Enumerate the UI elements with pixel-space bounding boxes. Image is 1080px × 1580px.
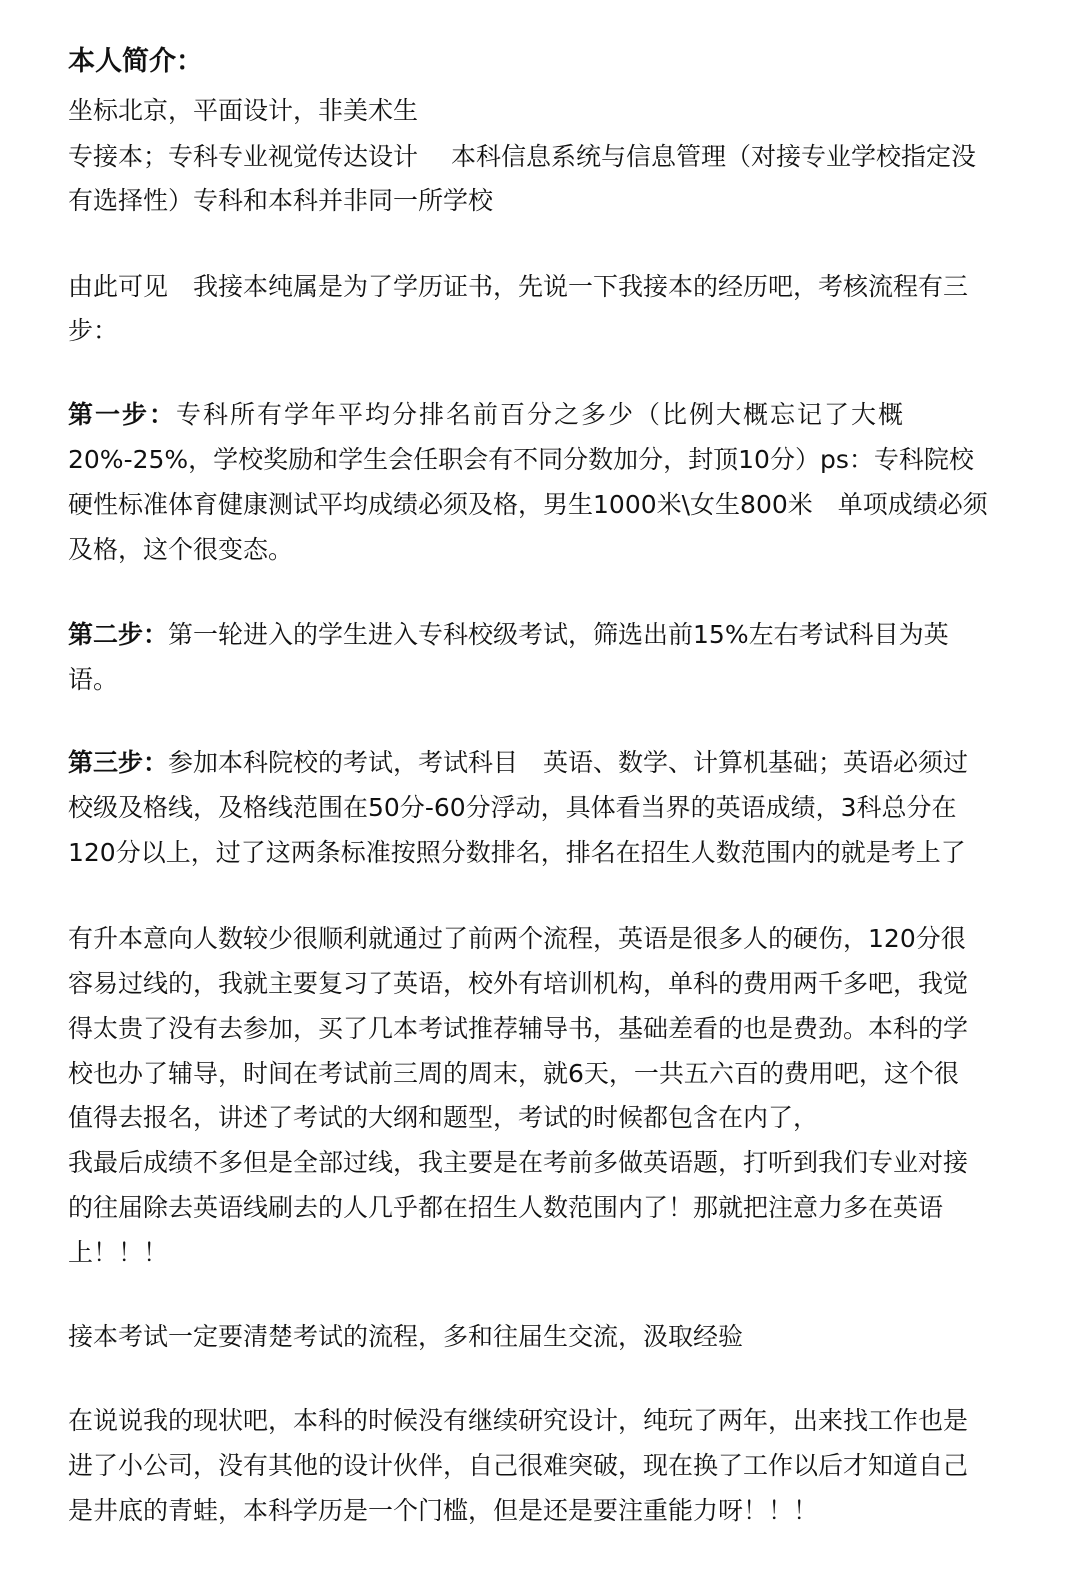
step1-line-3: 硬性标准体育健康测试平均成绩必须及格，男生1000米\女生800米 单项成绩必须 (68, 490, 988, 519)
step1-line-1 (68, 398, 905, 432)
current-line-3: 是井底的青蛙，本科学历是一个门槛，但是还是要注重能力呀！！！ (68, 1496, 819, 1525)
intro-education-line-1: 专接本；专科专业视觉传达设计 本科信息系统与信息管理（对接专业学校指定没 (68, 142, 976, 171)
step3-line-3: 120分以上，过了这两条标准按照分数排名，排名在招生人数范围内的就是考上了 (68, 838, 966, 867)
intro-heading: 本人简介： (68, 46, 203, 77)
step2-label: 第二步： (68, 620, 169, 649)
experience-line-8: 上！！！ (68, 1238, 169, 1267)
advice-line-1: 接本考试一定要清楚考试的流程，多和往届生交流，汲取经验 (68, 1322, 744, 1351)
overview-line-1: 由此可见 我接本纯属是为了学历证书，先说一下我接本的经历吧，考核流程有三 (68, 272, 969, 301)
step3-text-1: 参加本科院校的考试，考试科目 英语、数学、计算机基础；英语必须过 (168, 748, 969, 777)
experience-line-2: 容易过线的，我就主要复习了英语，校外有培训机构，单科的费用两千多吧，我觉 (68, 969, 969, 998)
step3-line-1 (68, 746, 968, 780)
overview-line-2: 步： (68, 316, 119, 345)
experience-line-3: 得太贵了没有去参加，买了几本考试推荐辅导书，基础差看的也是费劲。本科的学 (68, 1014, 969, 1043)
step2-line-1 (68, 618, 949, 652)
step1-line-4: 及格，这个很变态。 (68, 535, 294, 564)
current-line-2: 进了小公司，没有其他的设计伙伴，自己很难突破，现在换了工作以后才知道自己 (68, 1451, 969, 1480)
experience-line-6: 我最后成绩不多但是全部过线，我主要是在考前多做英语题，打听到我们专业对接 (68, 1148, 969, 1177)
experience-line-7: 的往届除去英语线刷去的人几乎都在招生人数范围内了！那就把注意力多在英语 (68, 1193, 944, 1222)
step3-line-2: 校级及格线，及格线范围在50分-60分浮动，具体看当界的英语成绩，3科总分在 (68, 793, 957, 822)
step1-text-1: 专科所有学年平均分排名前百分之多少（比例大概忘记了大概 (176, 400, 906, 429)
step3-label: 第三步： (68, 748, 169, 777)
step2-line-2: 语。 (68, 665, 119, 694)
current-line-1: 在说说我的现状吧，本科的时候没有继续研究设计，纯玩了两年，出来找工作也是 (68, 1406, 969, 1435)
intro-education-line-2: 有选择性）专科和本科并非同一所学校 (68, 186, 494, 215)
step2-text-1: 第一轮进入的学生进入专科校级考试，筛选出前15%左右考试科目为英 (168, 620, 949, 649)
experience-line-4: 校也办了辅导，时间在考试前三周的周末，就6天，一共五六百的费用吧，这个很 (68, 1059, 959, 1088)
intro-location-line: 坐标北京，平面设计，非美术生 (68, 96, 419, 125)
experience-line-5: 值得去报名，讲述了考试的大纲和题型，考试的时候都包含在内了， (68, 1103, 819, 1132)
step1-line-2: 20%-25%，学校奖励和学生会任职会有不同分数加分，封顶10分）ps：专科院校 (68, 445, 974, 474)
experience-line-1: 有升本意向人数较少很顺利就通过了前两个流程，英语是很多人的硬伤，120分很 (68, 924, 966, 953)
step1-label: 第一步： (68, 400, 177, 429)
